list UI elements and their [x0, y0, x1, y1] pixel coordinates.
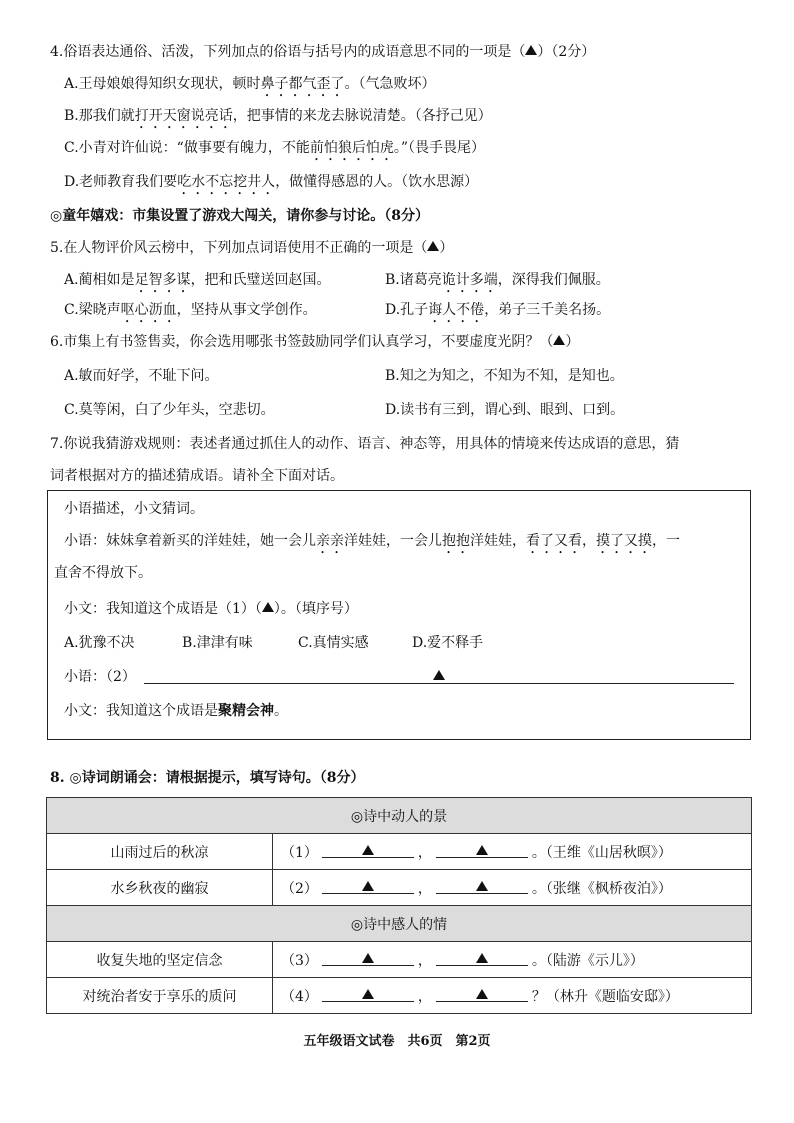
dialog-line-4: 小文：我知道这个成语是（1）（ ）。（填序号） [64, 601, 358, 617]
dialog-line-5: 小语：（2） [64, 667, 734, 687]
row-label: 收复失地的坚定信念 [47, 942, 273, 978]
poem-table [46, 797, 752, 1014]
q5-option-c: C.梁晓声呕心沥血，坚持从事文学创作。 [64, 302, 317, 318]
q7-dialog-box [47, 490, 751, 740]
section-heading: ◎童年嬉戏：市集设置了游戏大闯关，请你参与讨论。（8分） [50, 208, 429, 224]
dialog-option-a: A.犹豫不决 [64, 635, 135, 651]
answer-blank[interactable] [322, 844, 414, 858]
answer-blank[interactable] [436, 952, 528, 966]
answer-triangle-icon [476, 953, 488, 963]
q4-option-d: D.老师教育我们要吃水不忘挖井人，做懂得感恩的人。（饮水思源） [64, 174, 479, 190]
table-row [47, 942, 752, 978]
q7-stem-line1: 7.你说我猜游戏规则：表述者通过抓住人的动作、语言、神态等，用具体的情境来传达成语的意思，猜 [50, 436, 680, 452]
q4-stem: 4.俗语表达通俗、活泼，下列加点的俗语与括号内的成语意思不同的一项是（ ）（2分） [50, 44, 596, 60]
q6-option-b: B.知之为知之，不知为不知，是知也。 [385, 368, 624, 384]
row-fill: （3） ， 。（陆游《示儿》） [273, 942, 752, 978]
answer-blank[interactable] [436, 844, 528, 858]
answer-blank[interactable] [322, 952, 414, 966]
dialog-option-c: C.真情实感 [298, 635, 369, 651]
dialog-line-6: 小文：我知道这个成语是聚精会神。 [64, 703, 288, 719]
row-fill: （2） ， 。（张继《枫桥夜泊》） [273, 870, 752, 906]
dialog-option-d: D.爱不释手 [412, 635, 484, 651]
header-scene: ◎诗中动人的景 [47, 798, 752, 834]
table-row [47, 870, 752, 906]
q6-option-a: A.敏而好学，不耻下问。 [64, 368, 219, 384]
table-row [47, 978, 752, 1014]
q5-option-a: A.蔺相如是足智多谋，把和氏璧送回赵国。 [64, 272, 331, 288]
row-label: 水乡秋夜的幽寂 [47, 870, 273, 906]
q4-option-a: A.王母娘娘得知织女现状，顿时鼻子都气歪了。（气急败坏） [64, 76, 436, 92]
answer-triangle-icon [362, 953, 374, 963]
q6-option-c: C.莫等闲，白了少年头，空悲切。 [64, 402, 275, 418]
q6-option-d: D.读书有三到，谓心到、眼到、口到。 [385, 402, 625, 418]
q7-stem-line2: 词者根据对方的描述猜成语。请补全下面对话。 [50, 468, 344, 484]
answer-triangle-icon [553, 335, 565, 345]
row-fill: （4） ， ？（林升《题临安邸》） [273, 978, 752, 1014]
row-label: 对统治者安于享乐的质问 [47, 978, 273, 1014]
answer-blank[interactable] [144, 668, 734, 684]
q5-option-d: D.孔子诲人不倦，弟子三千美名扬。 [385, 302, 611, 318]
answer-blank[interactable] [436, 988, 528, 1002]
answer-triangle-icon [476, 989, 488, 999]
dialog-line-3: 直舍不得放下。 [54, 565, 152, 581]
dialog-line-1: 小语描述，小文猜词。 [64, 501, 204, 517]
answer-triangle-icon [427, 241, 439, 251]
q4-option-b: B.那我们就打开天窗说亮话，把事情的来龙去脉说清楚。（各抒己见） [64, 108, 492, 124]
table-header-row [47, 798, 752, 834]
answer-triangle-icon [362, 989, 374, 999]
answer-blank[interactable] [436, 880, 528, 894]
dialog-line-2: 小语：妹妹拿着新买的洋娃娃，她一会儿亲亲洋娃娃，一会儿抱抱洋娃娃，看了又看，摸了又摸，一 [64, 533, 680, 549]
dialog-option-b: B.津津有味 [182, 635, 253, 651]
table-header-row [47, 906, 752, 942]
row-fill: （1） ， 。（王维《山居秋暝》） [273, 834, 752, 870]
answer-triangle-icon [362, 881, 374, 891]
answer-triangle-icon [525, 45, 537, 55]
answer-triangle-icon [362, 845, 374, 855]
answer-triangle-icon [433, 670, 445, 680]
q8-title: 8. ◎诗词朗诵会：请根据提示，填写诗句。（8分） [50, 770, 365, 786]
q5-stem: 5.在人物评价风云榜中，下列加点词语使用不正确的一项是（ ） [50, 240, 454, 256]
answer-triangle-icon [262, 602, 274, 612]
row-label: 山雨过后的秋凉 [47, 834, 273, 870]
header-emotion: ◎诗中感人的情 [47, 906, 752, 942]
q6-stem: 6.市集上有书签售卖，你会选用哪张书签鼓励同学们认真学习，不要虚度光阴？（ ） [50, 334, 580, 350]
answer-blank[interactable] [322, 880, 414, 894]
table-row [47, 834, 752, 870]
q4-option-c: C.小青对许仙说：“做事要有魄力，不能前怕狼后怕虎。”（畏手畏尾） [64, 140, 485, 156]
answer-blank[interactable] [322, 988, 414, 1002]
q5-option-b: B.诸葛亮诡计多端，深得我们佩服。 [385, 272, 610, 288]
answer-triangle-icon [476, 881, 488, 891]
page-footer: 五年级语文试卷 共6页 第2页 [303, 1034, 491, 1049]
answer-triangle-icon [476, 845, 488, 855]
